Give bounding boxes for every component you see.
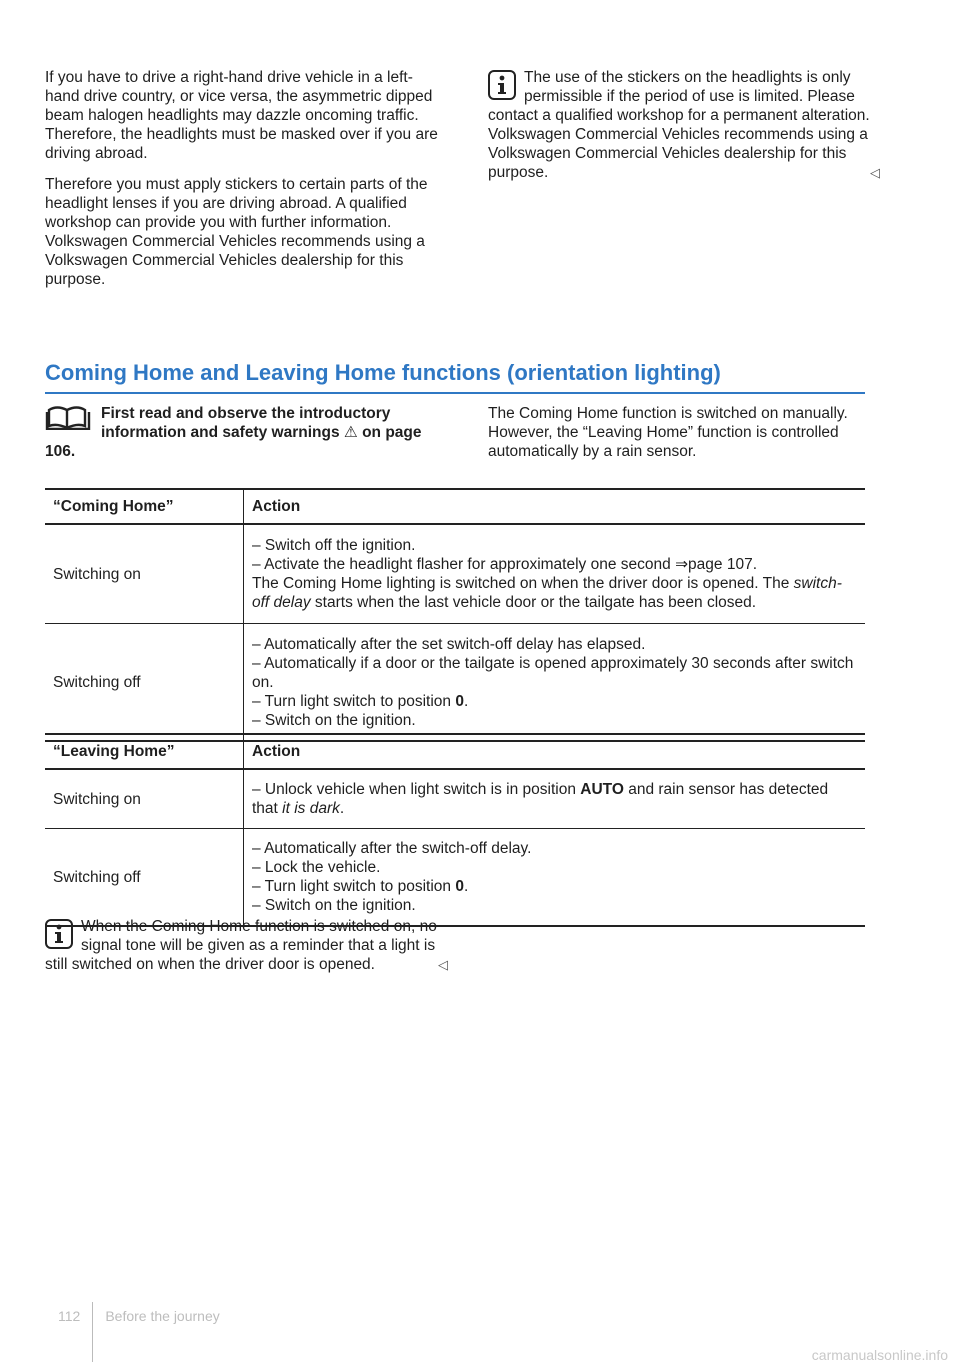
table-row [45,769,865,829]
action-text: starts when the last vehicle door or the tailgate has been closed. [314,594,757,611]
action-text: The Coming Home lighting is switched on when the driver door is opened. The [252,575,790,592]
footer-divider [92,1302,93,1362]
row-action [244,624,866,742]
action-line [252,574,857,612]
table-header: Action [244,734,866,769]
row-label: Switching off [45,829,244,927]
row-action [244,829,866,927]
row-label: Switching off [45,624,244,742]
action-line: – Switch on the ignition. [252,897,416,914]
action-text: – Turn light switch to position [252,878,452,895]
action-line [252,555,857,574]
right-column [488,68,880,194]
table-row [45,624,865,742]
action-line [252,877,857,896]
row-label: Switching on [45,524,244,624]
action-text: . [339,800,345,817]
chapter-title: Before the journey [105,1308,220,1324]
table-header: Action [244,489,866,524]
paragraph: Therefore you must apply stickers to certain parts of the headlight lenses if you are driving abroad. A qualified workshop can provide you with further information. Volkswagen Commercial Vehicles recommends using a Volkswagen Commercial Vehicles dealership for this purpose. [45,176,428,288]
action-line: – Switch on the ignition. [252,711,416,729]
action-line: – Automatically if a door or the tailgate is opened approximately 30 seconds after switch on. [252,654,854,691]
table-header: “Coming Home” [45,489,244,524]
intro-description: The Coming Home function is switched on manually. However, the “Leaving Home” function is controlled automatically by a rain sensor. [488,405,848,460]
row-action [244,524,866,624]
left-column [45,68,440,301]
section-heading: Coming Home and Leaving Home functions (orientation lighting) [45,360,865,394]
action-line: – Automatically after the switch-off delay. [252,840,532,857]
info-note-text: When the Coming Home function is switched on, no signal tone will be given as a reminder that a light is still switched on when the driver door is opened. [45,918,437,973]
intro-text: First read and observe the introductory information and safety warnings [101,405,391,441]
info-note [45,917,448,974]
action-line: – Automatically after the set switch-off delay has elapsed. [252,635,646,653]
info-icon [488,70,516,100]
end-mark-icon: ◁ [438,957,448,972]
leaving-home-table [45,733,865,927]
table-header-row [45,734,865,769]
action-text: – Activate the headlight flasher for approximately one second ⇒page 107. [252,556,758,573]
switch-position: 0 [455,878,464,895]
intro-reference [45,404,445,461]
coming-home-table [45,488,865,742]
end-mark-icon: ◁ [870,165,880,180]
action-text: – Turn light switch to position [252,692,452,710]
warning-icon: ⚠ [343,424,358,441]
table-row [45,524,865,624]
page-footer [58,1308,220,1362]
watermark: carmanualsonline.info [811,1347,948,1363]
action-line [252,692,857,711]
action-emphasis: switch-off delay [252,575,842,611]
row-label: Switching on [45,769,244,829]
intro-page-ref[interactable]: on page 106. [45,424,422,460]
info-note-text: The use of the stickers on the headlights is only permissible if the period of use is limited. Please contact a qualified workshop for a permanent alteration. Volkswagen Commercial Vehicles recommends using a Volkswagen Commercial Vehicles dealership for this purpose. [488,69,870,181]
switch-position: 0 [455,692,464,710]
table-row [45,829,865,927]
action-line: – Lock the vehicle. [252,859,381,876]
table-header: “Leaving Home” [45,734,244,769]
action-text: . [463,692,469,710]
paragraph: If you have to drive a right-hand drive vehicle in a left-hand drive country, or vice versa, the asymmetric dipped beam halogen headlights may dazzle oncoming traffic. Therefore, the headlights must be masked over if you are driving abroad. [45,69,438,162]
book-icon [45,404,91,430]
action-emphasis: it is dark [282,800,340,817]
action-text: and rain sensor has detected that [252,781,829,817]
page-number: 112 [58,1308,81,1324]
switch-position: AUTO [580,781,624,798]
info-note [488,68,880,182]
row-action [244,769,866,829]
action-text: – Unlock vehicle when light switch is in position [252,781,576,798]
action-text: . [463,878,469,895]
table-header-row [45,489,865,524]
info-icon [45,919,73,949]
action-line: – Switch off the ignition. [252,537,416,554]
